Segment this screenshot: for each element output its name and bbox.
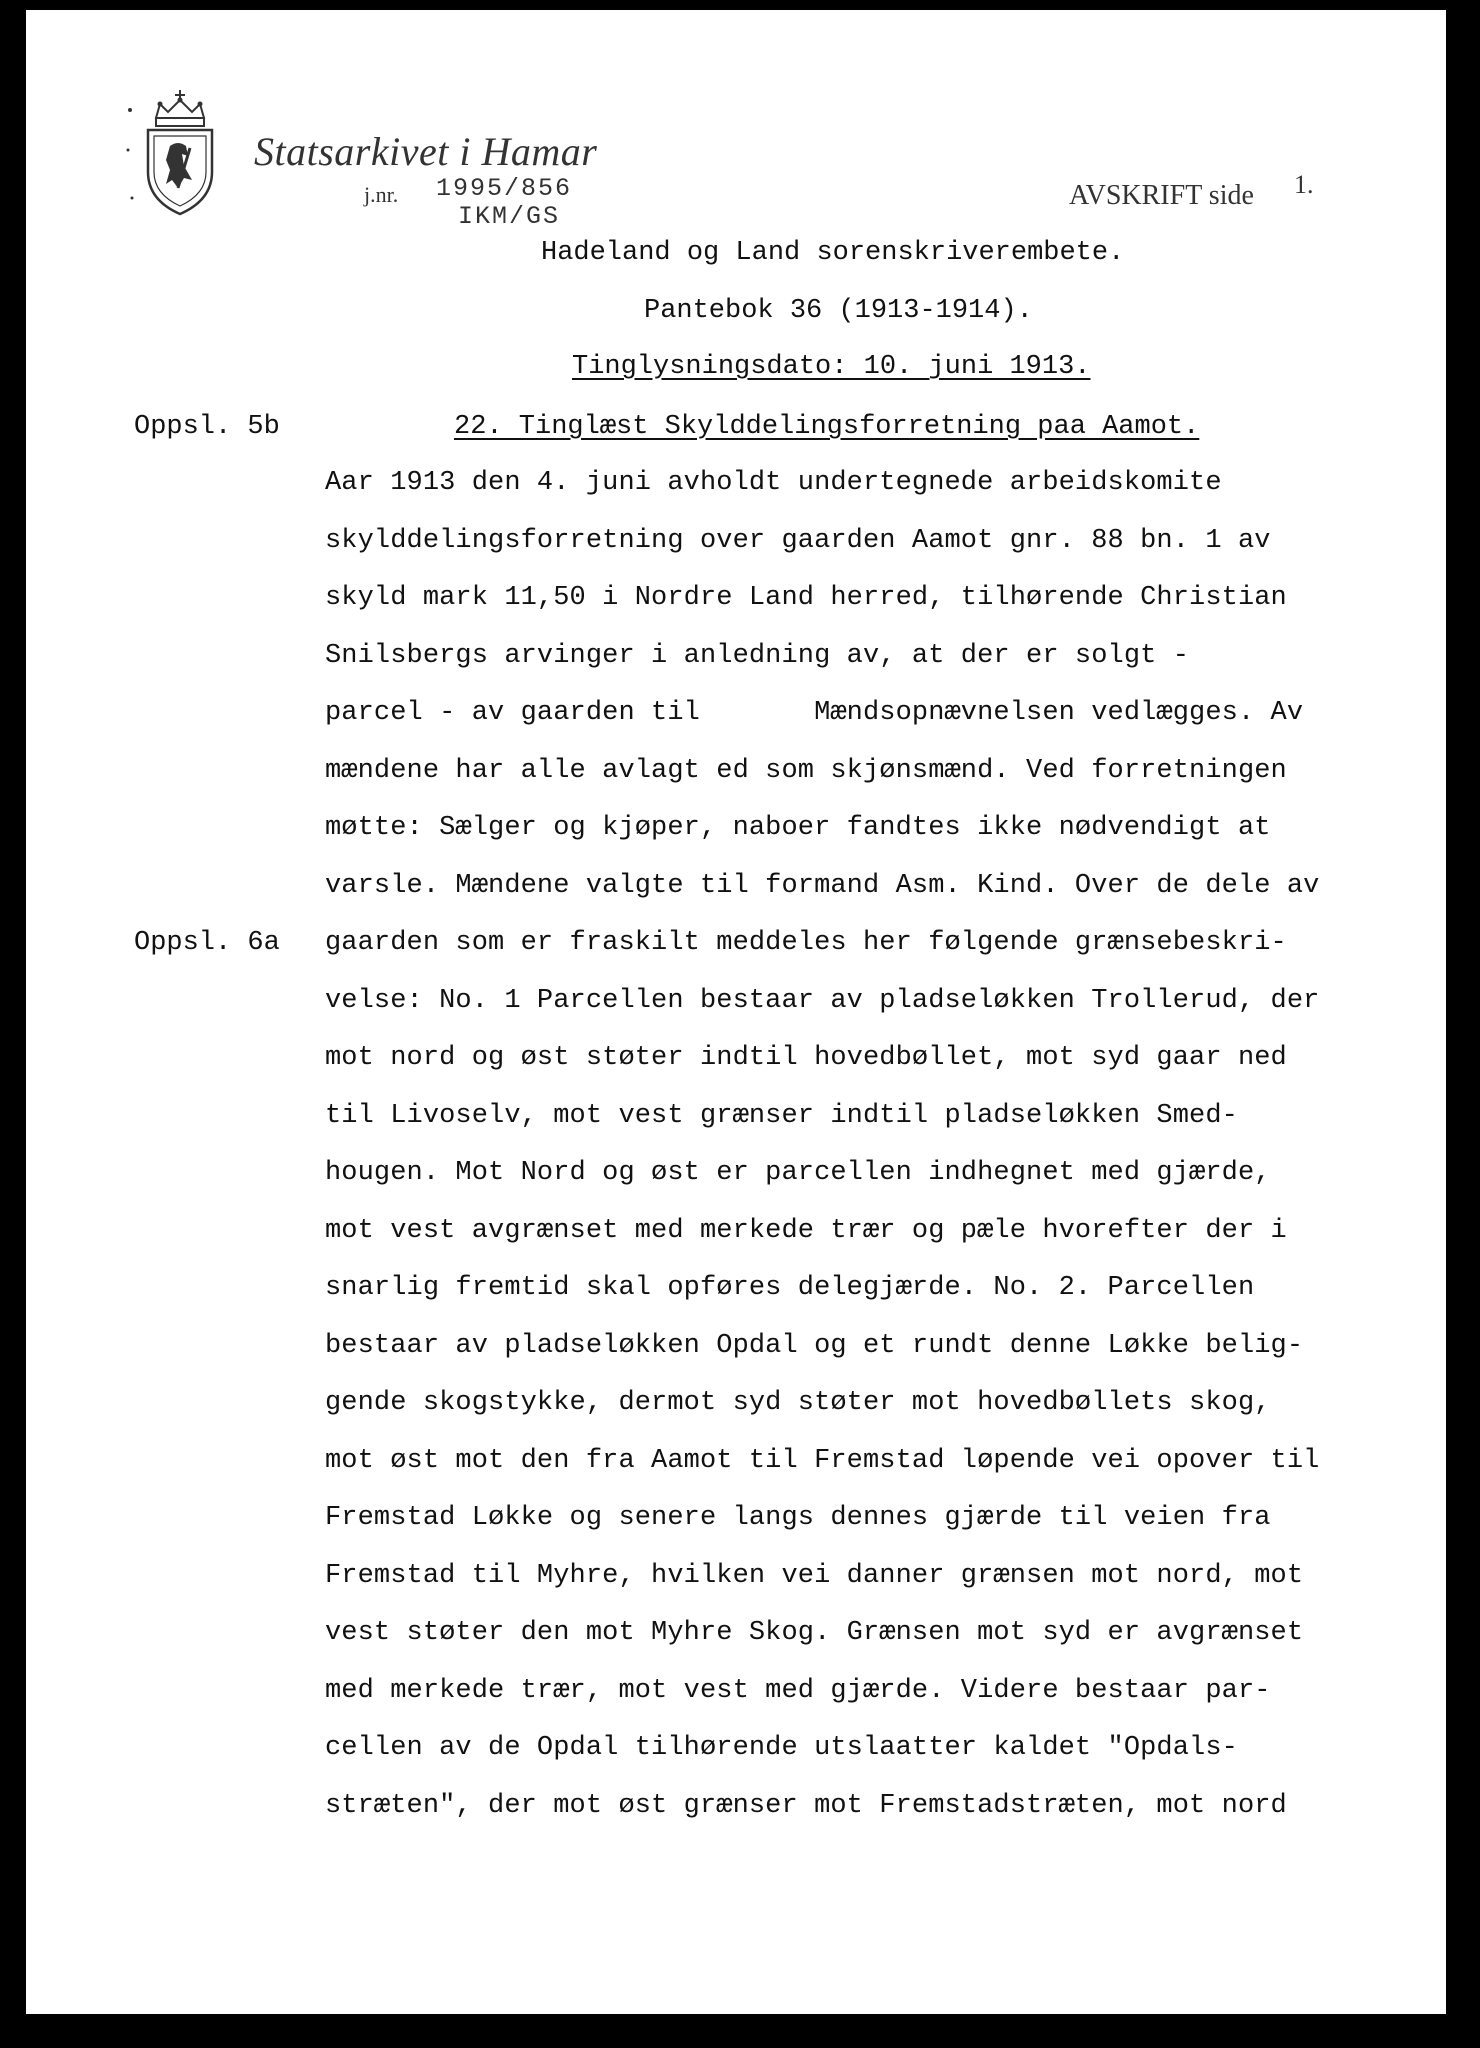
text-line: mot øst mot den fra Aamot til Fremstad løpende vei opover til <box>325 1446 1320 1476</box>
text-line: Aar 1913 den 4. juni avholdt undertegnede arbeidskomite <box>325 468 1222 498</box>
text-line: Snilsbergs arvinger i anledning av, at der er solgt - <box>325 641 1190 671</box>
office-heading: Hadeland og Land sorenskriverembete. <box>541 238 1125 268</box>
archive-name: Statsarkivet i Hamar <box>254 129 598 174</box>
text-line: bestaar av pladseløkken Opdal og et rundt denne Løkke belig- <box>325 1331 1304 1361</box>
document-page <box>26 10 1446 2014</box>
text-line: stræten", der mot øst grænser mot Fremstadstræten, mot nord <box>325 1791 1287 1821</box>
text-line: gende skogstykke, dermot syd støter mot hovedbøllets skog, <box>325 1388 1271 1418</box>
text-line: gaarden som er fraskilt meddeles her følgende grænsebeskri- <box>325 928 1287 958</box>
text-line: Fremstad Løkke og senere langs dennes gjærde til veien fra <box>325 1503 1271 1533</box>
text-line: parcel - av gaarden til Mændsopnævnelsen vedlægges. Av <box>325 698 1304 728</box>
margin-note: Oppsl. 6a <box>134 928 280 958</box>
text-line: varsle. Mændene valgte til formand Asm. Kind. Over de dele av <box>325 871 1320 901</box>
text-line: mot nord og øst støter indtil hovedbøllet, mot syd gaar ned <box>325 1043 1287 1073</box>
journal-initials: IKM/GS <box>458 202 561 231</box>
text-line: til Livoselv, mot vest grænser indtil pladseløkken Smed- <box>325 1101 1238 1131</box>
text-line: med merkede trær, mot vest med gjærde. Videre bestaar par- <box>325 1676 1271 1706</box>
text-line: skylddelingsforretning over gaarden Aamot gnr. 88 bn. 1 av <box>325 526 1271 556</box>
text-line: velse: No. 1 Parcellen bestaar av pladseløkken Trollerud, der <box>325 986 1320 1016</box>
text-line: vest støter den mot Myhre Skog. Grænsen mot syd er avgrænset <box>325 1618 1304 1648</box>
journal-number: 1995/856 <box>436 174 573 203</box>
text-line: Fremstad til Myhre, hvilken vei danner grænsen mot nord, mot <box>325 1561 1304 1591</box>
volume-heading: Pantebok 36 (1913-1914). <box>644 296 1033 326</box>
norwegian-coat-of-arms-icon <box>122 88 218 218</box>
page-number: 1. <box>1294 170 1314 199</box>
entry-title: 22. Tinglæst Skylddelingsforretning paa Aamot. <box>454 412 1200 442</box>
text-line: hougen. Mot Nord og øst er parcellen indhegnet med gjærde, <box>325 1158 1271 1188</box>
journal-number-label: j.nr. <box>364 182 399 207</box>
text-line: snarlig fremtid skal opføres delegjærde. No. 2. Parcellen <box>325 1273 1255 1303</box>
text-line: mændene har alle avlagt ed som skjønsmænd. Ved forretningen <box>325 756 1287 786</box>
text-line: skyld mark 11,50 i Nordre Land herred, tilhørende Christian <box>325 583 1287 613</box>
copy-page-label: AVSKRIFT side <box>1069 180 1254 211</box>
margin-note: Oppsl. 5b <box>134 412 280 442</box>
registration-date-heading: Tinglysningsdato: 10. juni 1913. <box>572 352 1091 382</box>
text-line: møtte: Sælger og kjøper, naboer fandtes ikke nødvendigt at <box>325 813 1271 843</box>
text-line: mot vest avgrænset med merkede trær og pæle hvorefter der i <box>325 1216 1287 1246</box>
text-line: cellen av de Opdal tilhørende utslaatter kaldet "Opdals- <box>325 1733 1238 1763</box>
